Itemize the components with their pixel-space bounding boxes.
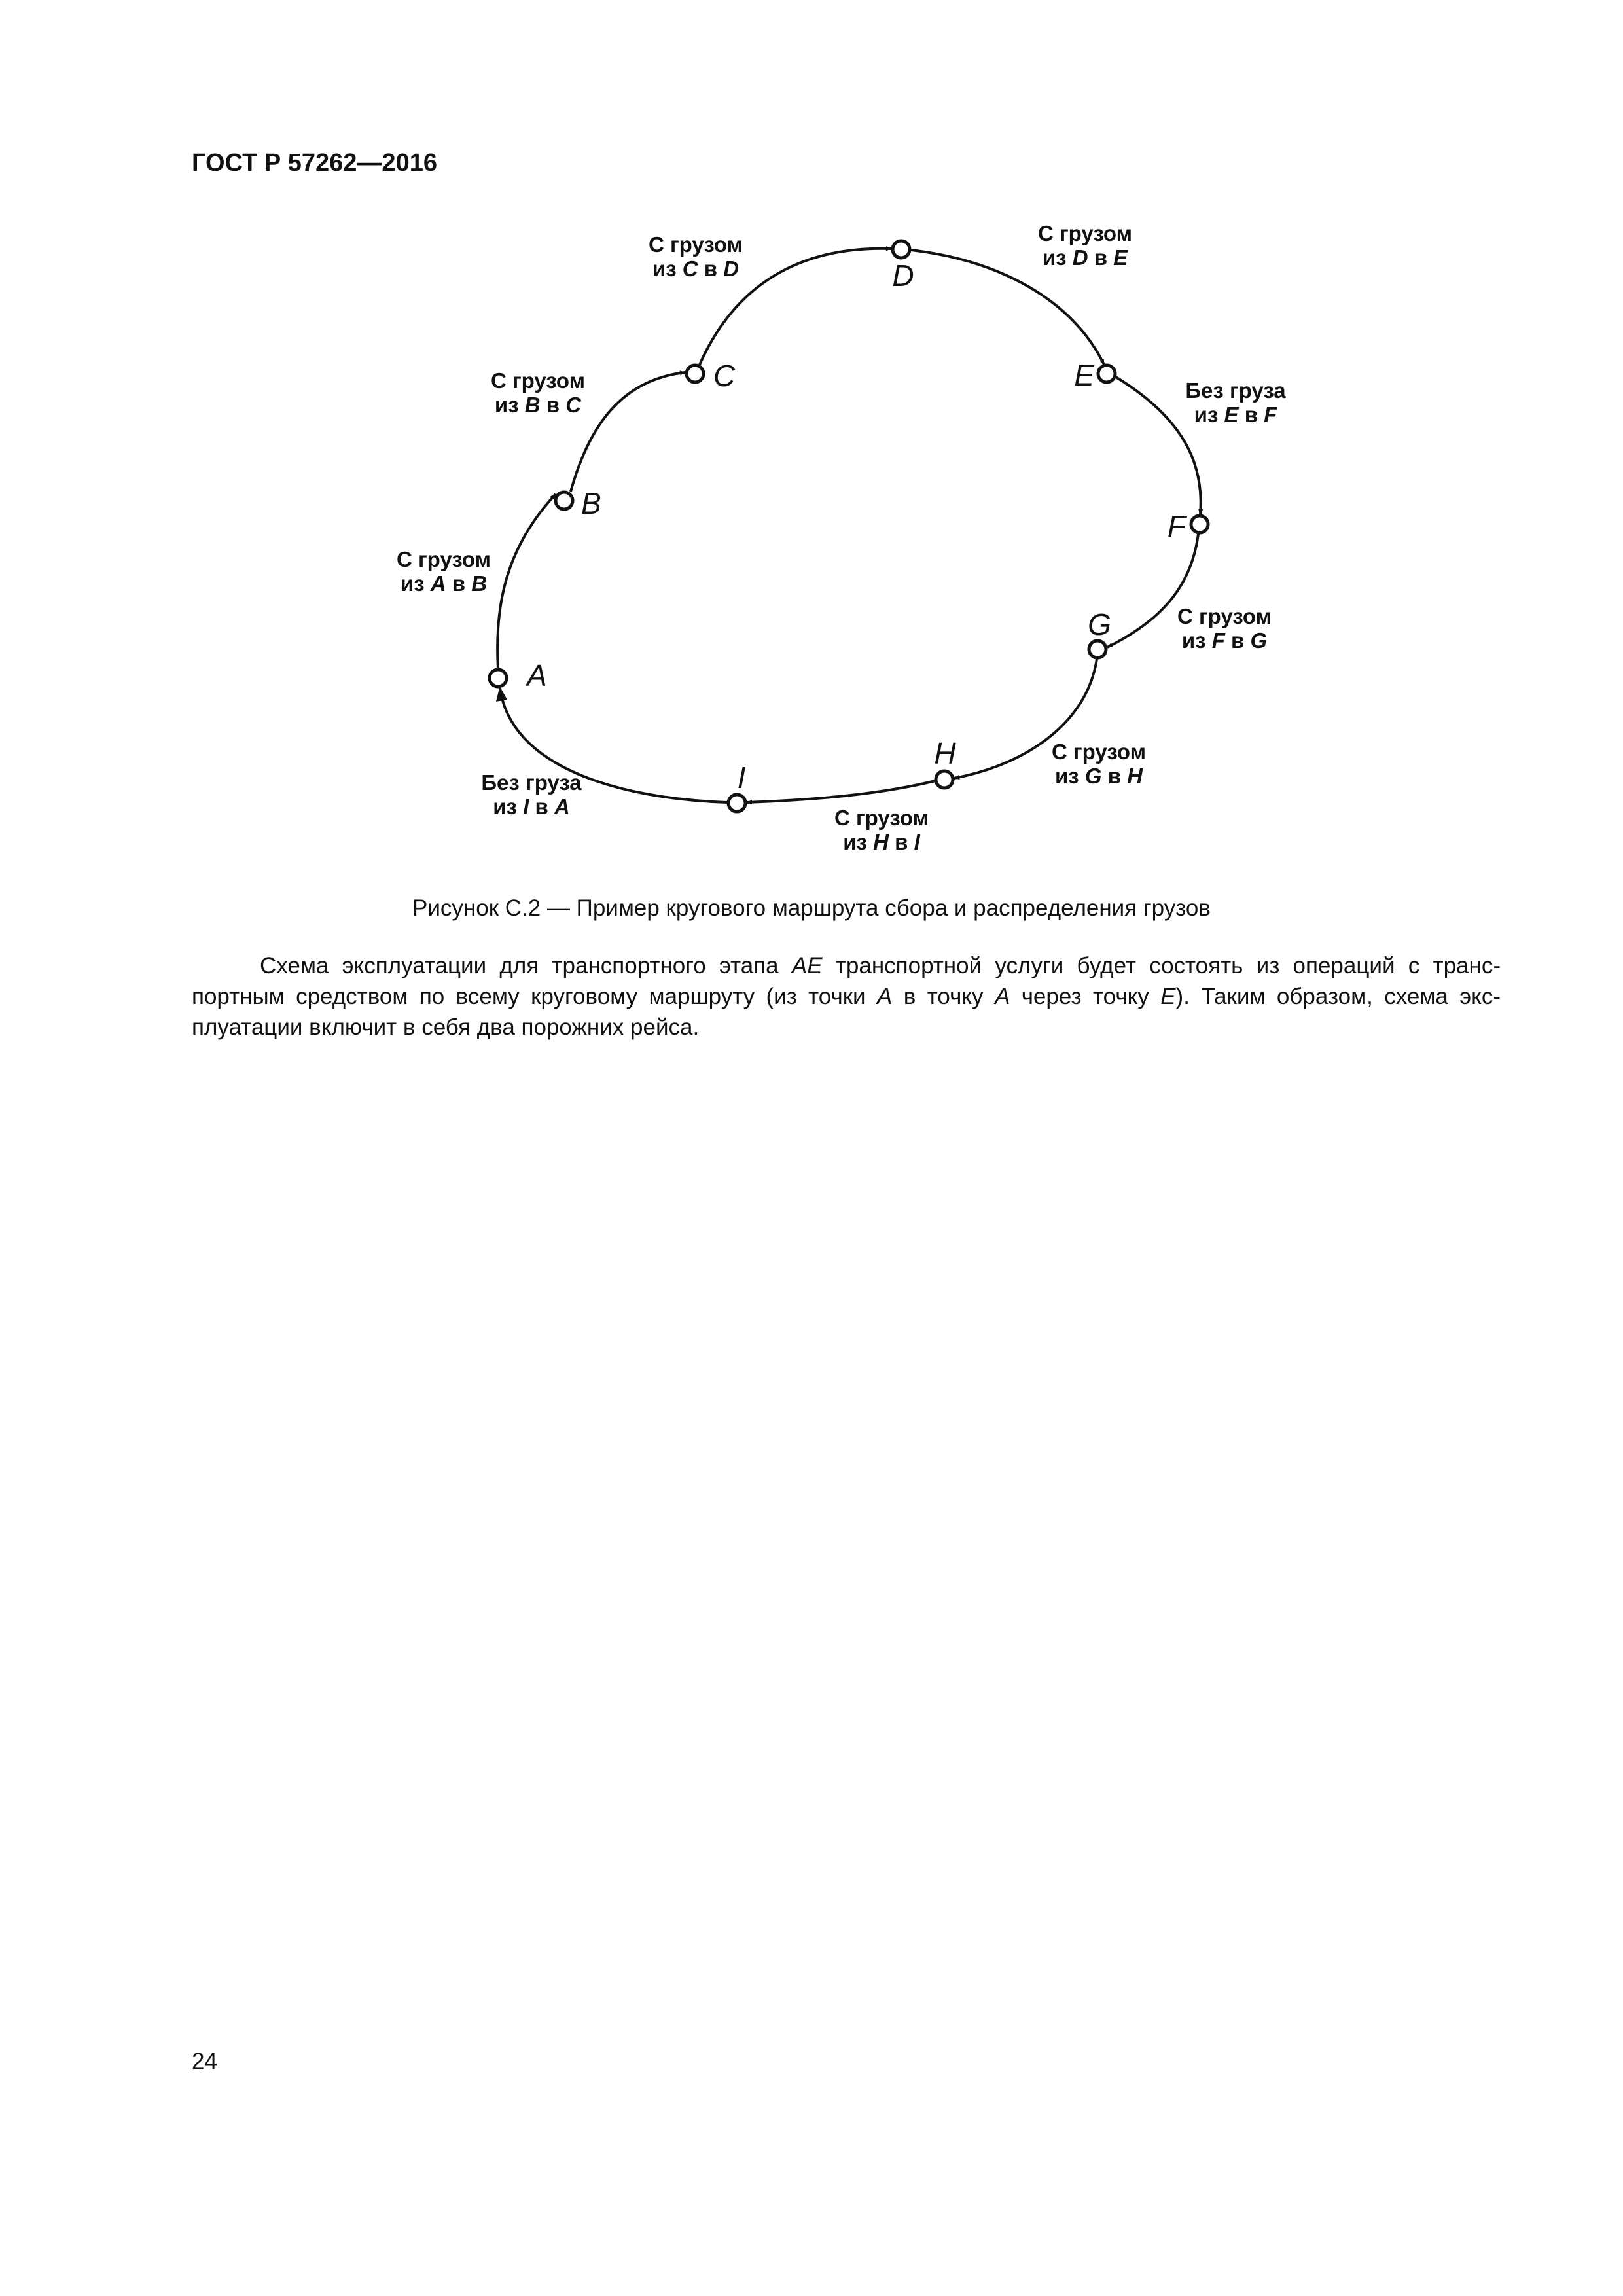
node-label-g: G — [1088, 607, 1111, 641]
route-segments — [497, 249, 1201, 802]
segment-label-g-h: С грузом из G в H — [1051, 740, 1147, 788]
route-node-g — [1089, 641, 1106, 658]
segment-label-c-d: С грузом из C в D — [648, 232, 743, 281]
circular-route-diagram — [0, 0, 1623, 916]
route-node-d — [893, 241, 910, 258]
body-line-2: портным средством по всему круговому маршруту (из точки A в точку A через точку E). Таким образом, схема экс- — [192, 984, 1501, 1009]
segment-label-e-f: Без груза из E в F — [1185, 378, 1286, 427]
segment-label-h-i: С грузом из H в I — [834, 806, 929, 854]
node-label-h: H — [934, 736, 956, 770]
route-node-e — [1098, 365, 1115, 382]
segment-label-i-a: Без груза из I в A — [481, 770, 582, 819]
node-label-a: A — [527, 658, 547, 692]
document-code: ГОСТ Р 57262—2016 — [192, 149, 437, 177]
route-segment-h-i — [747, 781, 935, 802]
node-label-c: C — [713, 359, 736, 393]
page-number: 24 — [192, 2049, 217, 2074]
body-line-3: плуатации включит в себя два порожних рейса. — [192, 1014, 700, 1040]
route-nodes — [490, 241, 1208, 812]
segment-label-d-e: С грузом из D в E — [1037, 221, 1133, 270]
route-node-a — [490, 670, 507, 687]
body-paragraph — [192, 950, 1501, 1043]
segment-labels — [397, 221, 1286, 854]
segment-label-a-b: С грузом из A в B — [396, 547, 491, 596]
route-segment-b-c — [571, 372, 685, 492]
body-line-1: Схема эксплуатации для транспортного этапа AE транспортной услуги будет состоять из операций с транс- — [260, 953, 1501, 978]
route-node-b — [556, 492, 573, 509]
route-segment-a-b — [497, 494, 556, 668]
figure-caption: Рисунок С.2 — Пример кругового маршрута сбора и распределения грузов — [412, 895, 1211, 921]
node-label-f: F — [1167, 509, 1186, 543]
route-node-h — [936, 771, 953, 788]
node-label-d: D — [892, 259, 914, 293]
node-label-i: I — [737, 761, 746, 795]
route-node-c — [687, 365, 704, 382]
node-label-e: E — [1074, 358, 1094, 392]
segment-label-f-g: С грузом из F в G — [1177, 604, 1272, 653]
route-node-f — [1191, 516, 1208, 533]
route-node-i — [728, 795, 745, 812]
segment-label-b-c: С грузом из B в C — [490, 368, 586, 417]
node-label-b: B — [581, 486, 601, 520]
